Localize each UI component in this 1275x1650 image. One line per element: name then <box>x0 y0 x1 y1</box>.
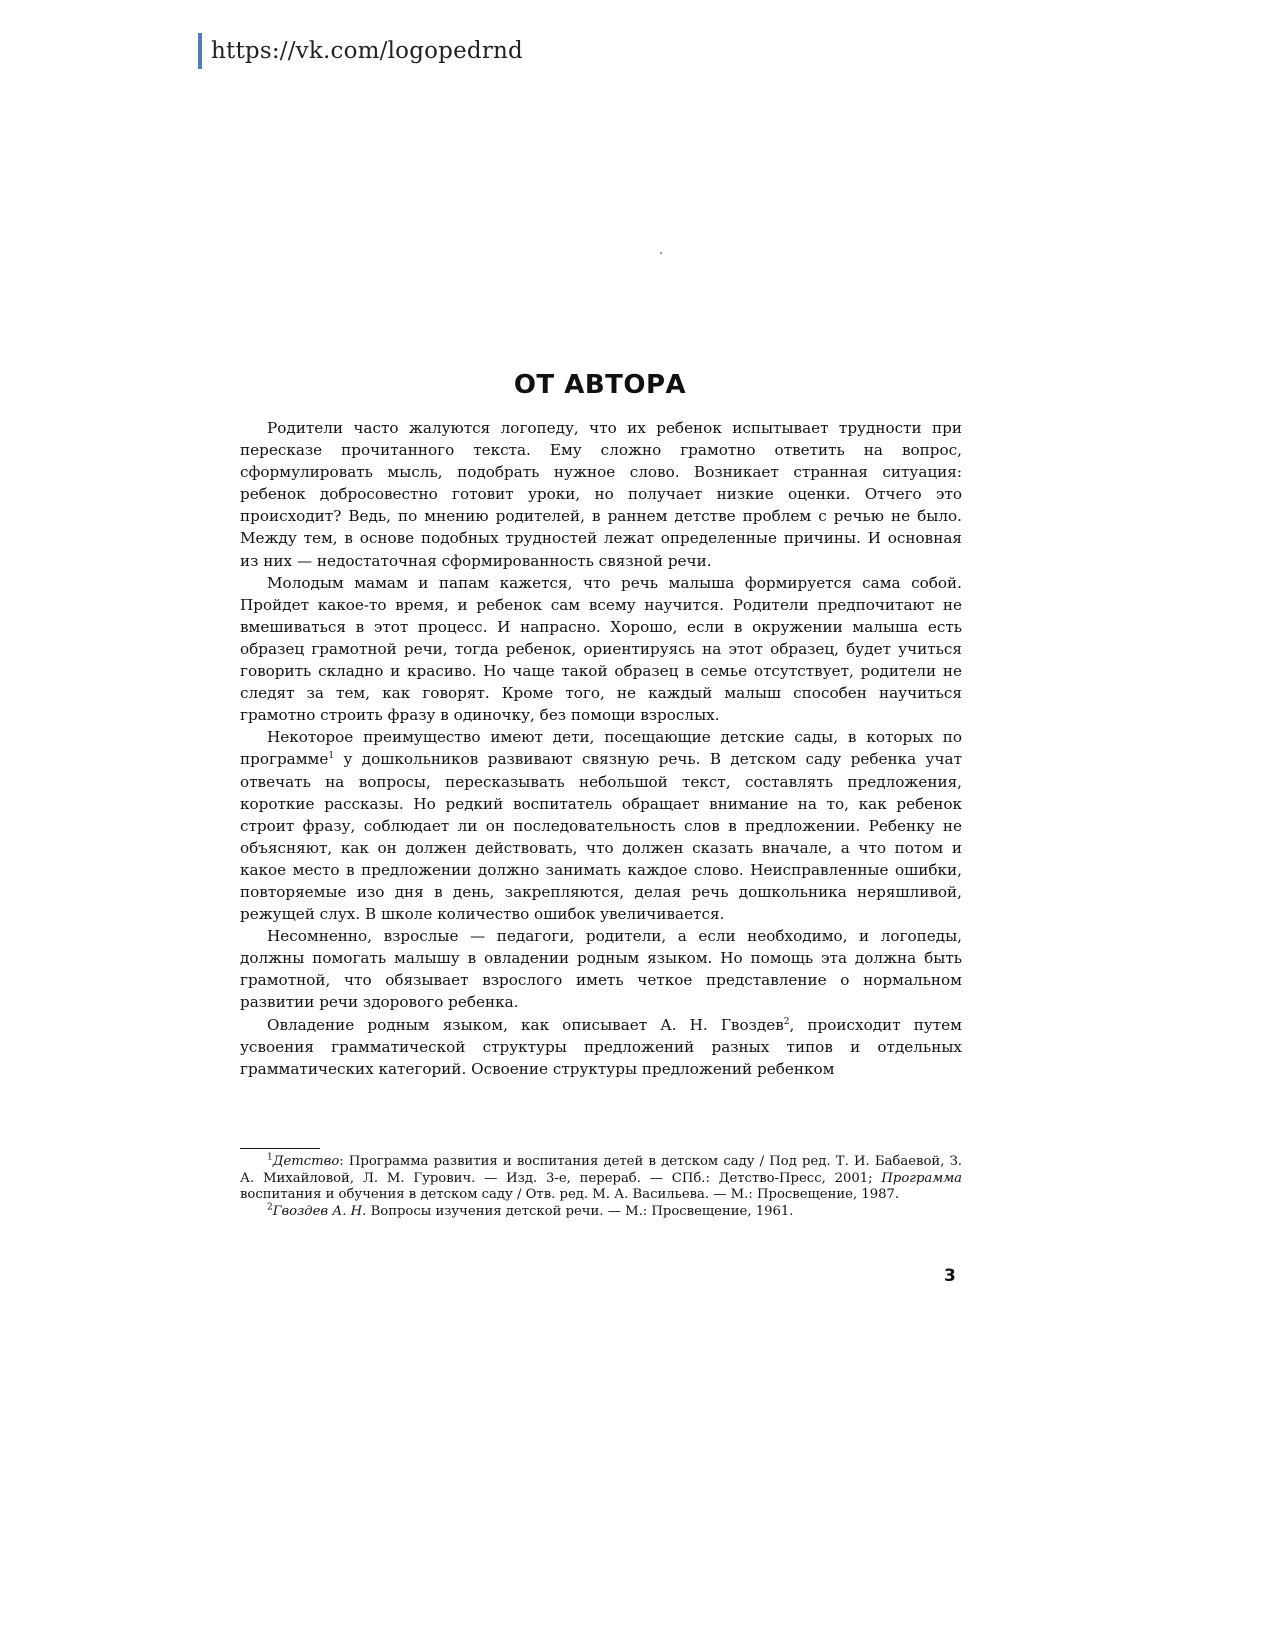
scan-speck <box>660 252 662 254</box>
footnote-2-text: Вопросы изучения детской речи. — М.: Просвещение, 1961. <box>366 1203 794 1219</box>
footnote-mark-1: 1 <box>267 1152 273 1163</box>
paragraph-5-end: , происходит путем усвоения грамматической структуры предложений разных типов и отдельных грамматических категорий. Освоение структуры предложений ребенком <box>240 1015 962 1078</box>
footnote-1-title-b: Программа <box>881 1170 962 1186</box>
footnote-ref-2: 2 <box>783 1016 790 1027</box>
paragraph-1: Родители часто жалуются логопеду, что их ребенок испытывает трудности при пересказе прочитанного текста. Ему сложно грамотно ответить на вопрос, сформулировать мысль, подобрать нужное слово. Возникает странная ситуация: ребенок добросовестно готовит уроки, но получает низкие оценки. Отчего это происходит? Ведь, по мнению родителей, в раннем детстве проблем с речью не было. Между тем, в основе подобных трудностей лежат определенные причины. И основная из них — недостаточная сформированность связной речи. <box>240 419 962 570</box>
page-number: 3 <box>944 1266 956 1286</box>
footnote-rule <box>240 1148 320 1149</box>
paragraph-4: Несомненно, взрослые — педагоги, родители, а если необходимо, и логопеды, должны помогать малышу в овладении родным языком. Но помощь эта должна быть грамотной, что обязывает взрослого иметь четкое представление о нормальном развитии речи здорового ребенка. <box>240 927 962 1012</box>
paragraph-2: Молодым мамам и папам кажется, что речь малыша формируется сама собой. Пройдет какое-то время, и ребенок сам всему научится. Родители предпочитают не вмешиваться в этот процесс. И напрасно. Хорошо, если в окружении малыша есть образец грамотной речи, тогда ребенок, ориентируясь на этот образец, будет учиться говорить складно и красиво. Но чаще такой образец в семье отсутствует, родители не следят за тем, как говорят. Кроме того, не каждый малыш способен научиться грамотно строить фразу в одиночку, без помощи взрослых. <box>240 573 962 725</box>
footnote-2 <box>240 1204 962 1221</box>
footnote-mark-2: 2 <box>267 1202 273 1213</box>
footnote-1-text-a: : Программа развития и воспитания детей в детском саду / Под ред. Т. И. Бабаевой, З. А. Михайловой, Л. М. Гурович. — Изд. 3-е, перераб. — СПб.: Детство-Пресс, 2001; <box>240 1154 962 1186</box>
body-text <box>240 417 962 1080</box>
footnote-1 <box>240 1154 962 1204</box>
paragraph-3-end: у дошкольников развивают связную речь. В детском саду ребенка учат отвечать на вопросы, пересказывать небольшой текст, составлять предложения, короткие рассказы. Но редкий воспитатель обращает внимание на то, как ребенок строит фразу, соблюдает ли он последовательность слов в предложении. Ребенку не объясняют, как он должен действовать, что должен сказать вначале, а что потом и какое место в предложении должно занимать каждое слово. Неисправленные ошибки, повторяемые изо дня в день, закрепляются, делая речь дошкольника неряшливой, режущей слух. В школе количество ошибок увеличивается. <box>240 750 962 924</box>
watermark-bar <box>198 33 202 69</box>
paragraph-3-start: Некоторое преимущество имеют дети, посещающие детские сады, в которых по программе <box>240 728 962 769</box>
footnote-ref-1: 1 <box>328 751 335 762</box>
watermark <box>198 33 523 69</box>
watermark-url[interactable]: https://vk.com/logopedrnd <box>211 38 523 64</box>
paragraph-5-start: Овладение родным языком, как описывает А. Н. Гвоздев <box>267 1015 784 1034</box>
paragraph-5 <box>240 1014 962 1080</box>
footnote-1-title: Детство <box>272 1154 340 1169</box>
footnote-1-text-b: воспитания и обучения в детском саду / Отв. ред. М. А. Васильева. — М.: Просвещение, 1987. <box>240 1187 900 1203</box>
paragraph-3 <box>240 726 962 925</box>
footnote-2-author: Гвоздев А. Н. <box>272 1203 367 1219</box>
page-title: ОТ АВТОРА <box>513 370 687 400</box>
footnotes <box>240 1154 962 1220</box>
